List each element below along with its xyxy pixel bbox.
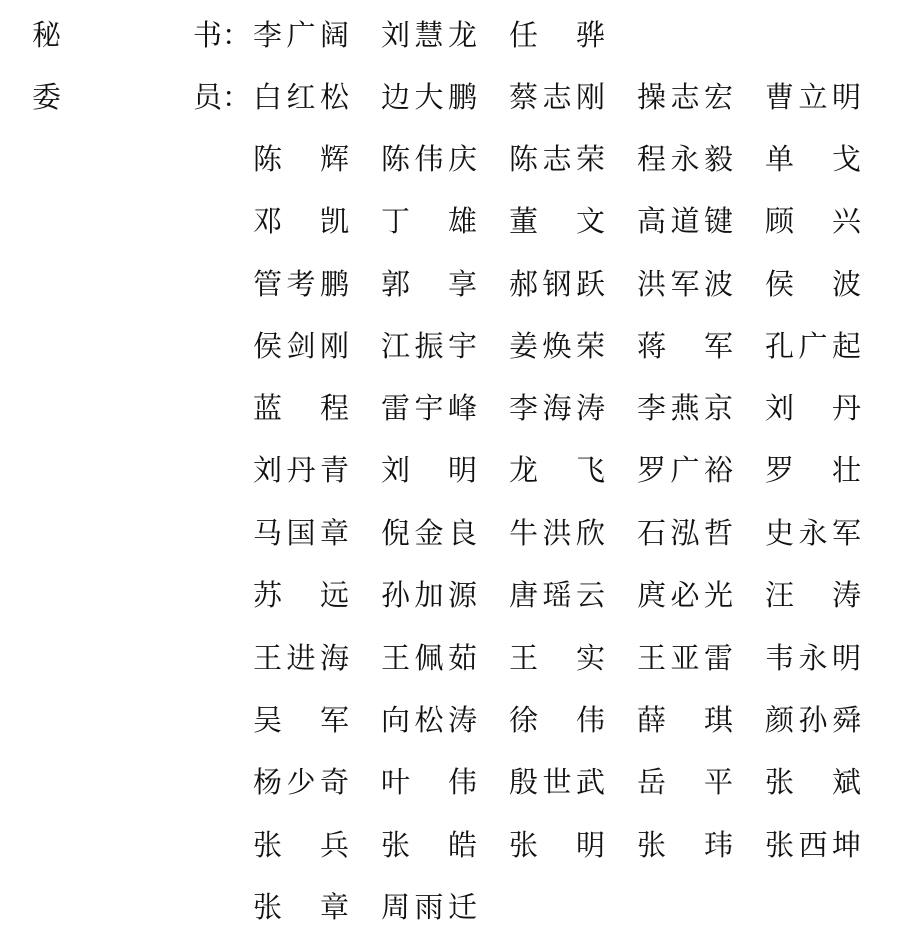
members-row-8 — [0, 575, 900, 615]
members-row-9 — [0, 638, 900, 678]
member-name: 薛 琪 — [637, 703, 733, 737]
member-name: 蔡 志 刚 — [509, 80, 605, 114]
member-name: 岳 平 — [637, 765, 733, 799]
members-label-last: 员： — [193, 80, 252, 114]
members-row-11 — [0, 762, 900, 802]
member-name: 王 佩 茹 — [381, 641, 477, 675]
members-row-6 — [0, 450, 900, 490]
member-name: 颜 孙 舜 — [765, 703, 861, 737]
member-name: 郝 钢 跃 — [509, 267, 605, 301]
member-name: 龙 飞 — [509, 453, 605, 487]
member-name: 白 红 松 — [253, 80, 349, 114]
member-name: 李 燕 京 — [637, 391, 733, 425]
member-name: 侯 剑 刚 — [253, 329, 349, 363]
secretary-name: 李 广 阔 — [253, 18, 349, 52]
member-name: 李 海 涛 — [509, 391, 605, 425]
member-name: 郭 享 — [381, 267, 477, 301]
member-name: 倪 金 良 — [381, 516, 477, 550]
member-name: 殷 世 武 — [509, 765, 605, 799]
members-row-10 — [0, 700, 900, 740]
member-name: 张 章 — [253, 890, 349, 924]
members-row-1 — [0, 139, 900, 179]
member-name: 刘 明 — [381, 453, 477, 487]
member-name: 姜 焕 荣 — [509, 329, 605, 363]
member-name: 陈 志 荣 — [509, 142, 605, 176]
member-name: 单 戈 — [765, 142, 861, 176]
member-name: 张 玮 — [637, 828, 733, 862]
secretaries-row — [0, 15, 900, 55]
member-name: 管 考 鹏 — [253, 267, 349, 301]
member-name: 张 斌 — [765, 765, 861, 799]
member-name: 陈 辉 — [253, 142, 349, 176]
members-row-12 — [0, 825, 900, 865]
member-name: 邓 凯 — [253, 204, 349, 238]
member-name: 张 兵 — [253, 828, 349, 862]
member-name: 刘 丹 — [765, 391, 861, 425]
member-name: 吴 军 — [253, 703, 349, 737]
secretaries-label-last: 书： — [193, 18, 252, 52]
member-name: 韦 永 明 — [765, 641, 861, 675]
member-name: 张 皓 — [381, 828, 477, 862]
member-name: 刘 丹 青 — [253, 453, 349, 487]
secretary-name: 刘 慧 龙 — [381, 18, 477, 52]
member-name: 马 国 章 — [253, 516, 349, 550]
member-name: 苏 远 — [253, 578, 349, 612]
secretaries-label-first: 秘 — [32, 18, 62, 52]
secretary-name: 任 骅 — [509, 18, 605, 52]
member-name: 王 亚 雷 — [637, 641, 733, 675]
member-name: 操 志 宏 — [637, 80, 733, 114]
member-name: 丁 雄 — [381, 204, 477, 238]
member-name: 陈 伟 庆 — [381, 142, 477, 176]
members-row-13 — [0, 887, 900, 927]
member-name: 曹 立 明 — [765, 80, 861, 114]
members-row-3 — [0, 264, 900, 304]
member-name: 侯 波 — [765, 267, 861, 301]
members-row-0 — [0, 77, 900, 117]
members-row-2 — [0, 201, 900, 241]
member-name: 雷 宇 峰 — [381, 391, 477, 425]
members-row-4 — [0, 326, 900, 366]
member-name: 汪 涛 — [765, 578, 861, 612]
member-name: 蓝 程 — [253, 391, 349, 425]
member-name: 罗 壮 — [765, 453, 861, 487]
member-name: 洪 军 波 — [637, 267, 733, 301]
member-name: 蒋 军 — [637, 329, 733, 363]
member-name: 庹 必 光 — [637, 578, 733, 612]
members-row-5 — [0, 388, 900, 428]
member-name: 张 西 坤 — [765, 828, 861, 862]
member-name: 周 雨 迁 — [381, 890, 477, 924]
member-name: 江 振 宇 — [381, 329, 477, 363]
member-name: 徐 伟 — [509, 703, 605, 737]
member-name: 罗 广 裕 — [637, 453, 733, 487]
member-name: 史 永 军 — [765, 516, 861, 550]
member-name: 孔 广 起 — [765, 329, 861, 363]
member-name: 王 进 海 — [253, 641, 349, 675]
member-name: 边 大 鹏 — [381, 80, 477, 114]
member-name: 唐 瑶 云 — [509, 578, 605, 612]
member-name: 王 实 — [509, 641, 605, 675]
members-label-first: 委 — [32, 80, 62, 114]
member-name: 牛 洪 欣 — [509, 516, 605, 550]
member-name: 顾 兴 — [765, 204, 861, 238]
member-name: 向 松 涛 — [381, 703, 477, 737]
member-name: 高 道 键 — [637, 204, 733, 238]
member-name: 孙 加 源 — [381, 578, 477, 612]
member-name: 程 永 毅 — [637, 142, 733, 176]
member-name: 董 文 — [509, 204, 605, 238]
member-name: 张 明 — [509, 828, 605, 862]
member-name: 石 泓 哲 — [637, 516, 733, 550]
members-row-7 — [0, 513, 900, 553]
member-name: 叶 伟 — [381, 765, 477, 799]
member-name: 杨 少 奇 — [253, 765, 349, 799]
